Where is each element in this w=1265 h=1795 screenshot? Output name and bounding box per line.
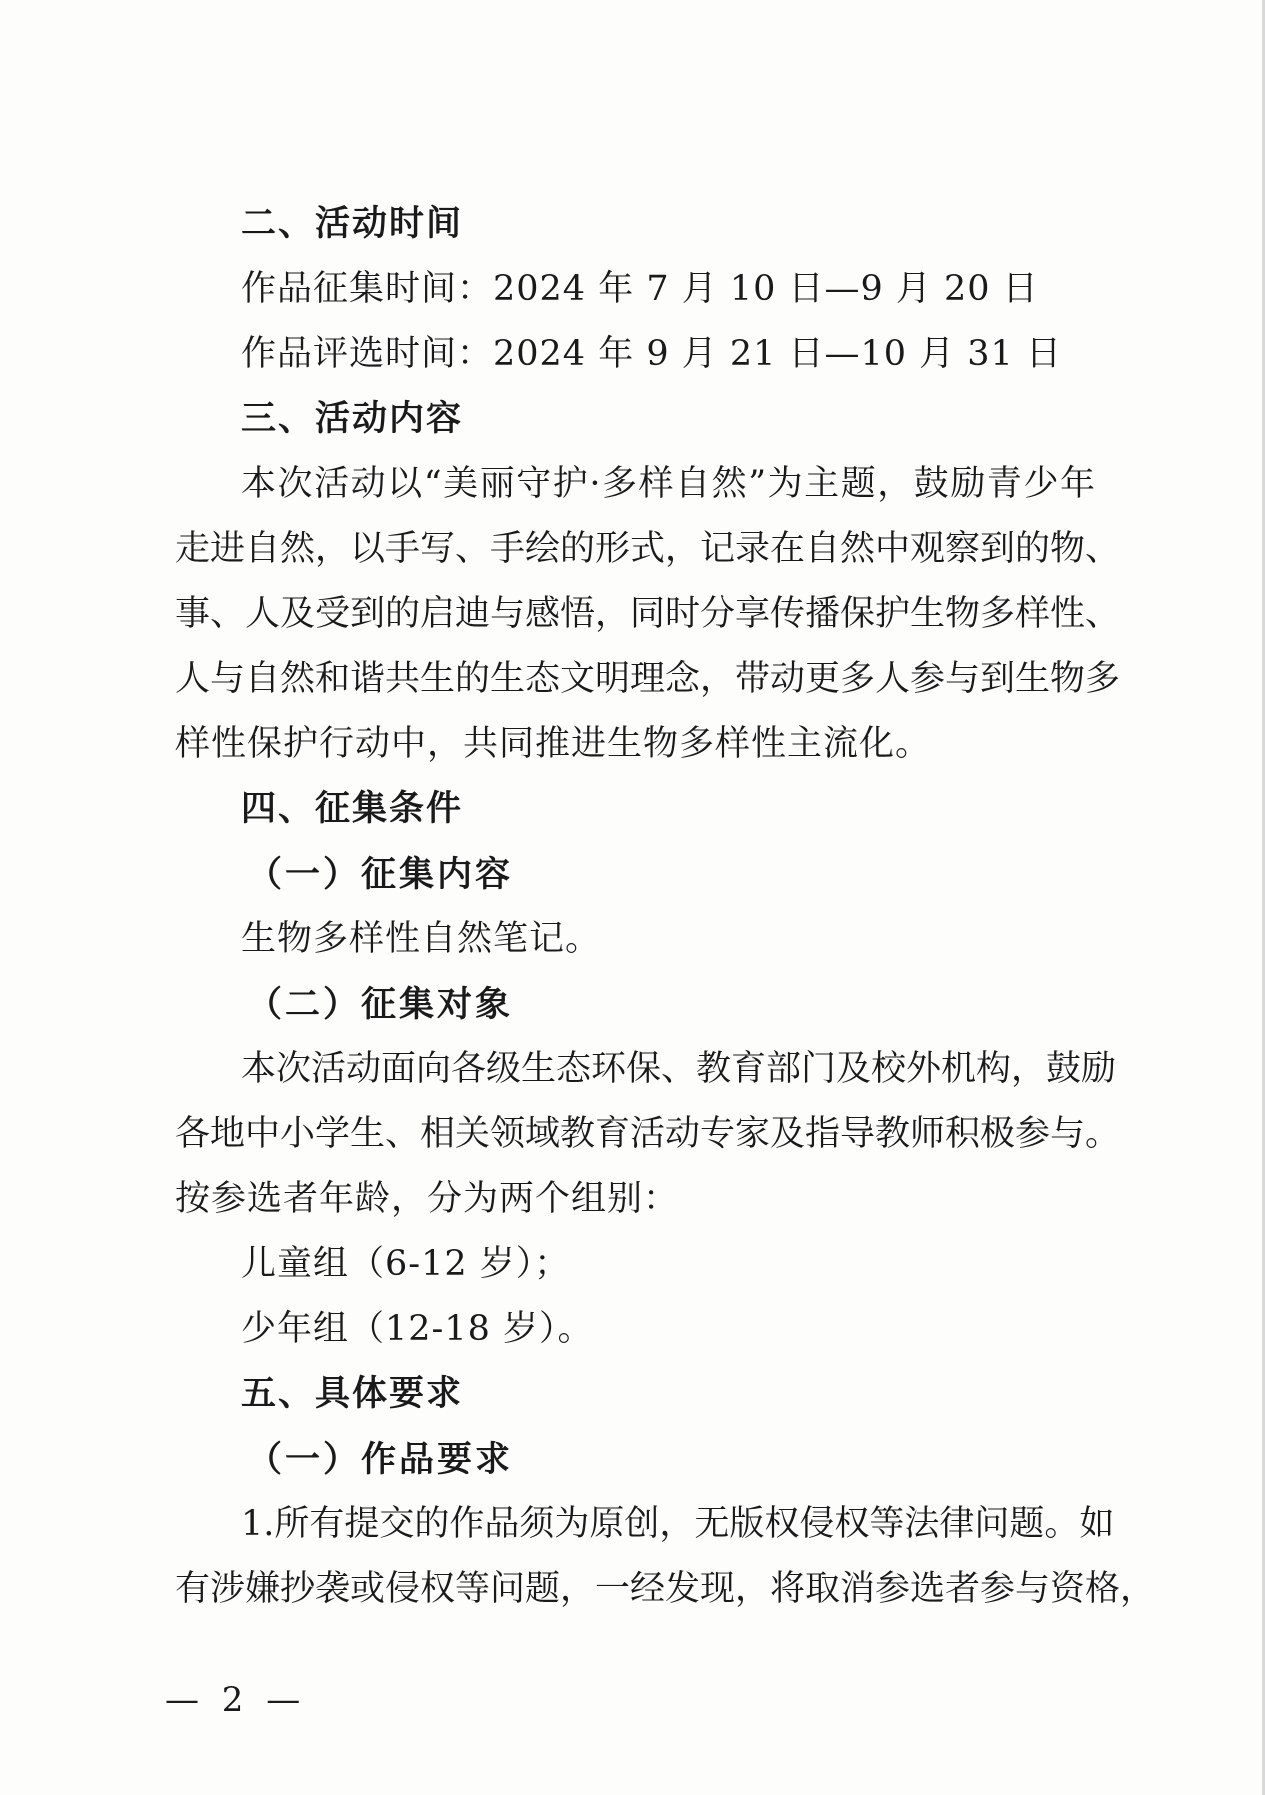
paragraph-line: 少年组（12-18 岁）。 [241, 1309, 594, 1349]
paragraph-line: 样性保护行动中，共同推进生物多样性主流化。 [175, 724, 932, 764]
subsection-heading: （一）征集内容 [247, 854, 514, 895]
paragraph-line: 作品评选时间：2024 年 9 月 21 日—10 月 31 日 [241, 334, 1062, 374]
paragraph-line: 生物多样性自然笔记。 [241, 919, 602, 959]
paragraph-line: 人与自然和谐共生的生态文明理念，带动更多人参与到生物多 [175, 659, 1121, 699]
paragraph-line: 按参选者年龄，分为两个组别： [175, 1179, 680, 1219]
subsection-heading: （一）作品要求 [247, 1439, 514, 1480]
paragraph-line: 1.所有提交的作品须为原创，无版权侵权等法律问题。如 [241, 1504, 1115, 1544]
paragraph-line: 本次活动面向各级生态环保、教育部门及校外机构，鼓励 [241, 1049, 1117, 1089]
paragraph-line: 儿童组（6-12 岁）； [241, 1244, 571, 1284]
paragraph-line: 事、人及受到的启迪与感悟，同时分享传播保护生物多样性、 [175, 594, 1121, 634]
document-body [175, 192, 1156, 1622]
section-heading: 二、活动时间 [241, 204, 464, 244]
paragraph-line: 作品征集时间：2024 年 7 月 10 日—9 月 20 日 [241, 269, 1039, 309]
section-heading: 五、具体要求 [241, 1374, 464, 1414]
paragraph-line: 走进自然，以手写、手绘的形式，记录在自然中观察到的物、 [175, 529, 1121, 569]
section-heading: 四、征集条件 [241, 789, 464, 829]
page-number: — 2 — [165, 1680, 307, 1720]
paragraph-line: 本次活动以“美丽守护·多样自然”为主题，鼓励青少年 [241, 464, 1095, 504]
paragraph-line: 各地中小学生、相关领域教育活动专家及指导教师积极参与。 [175, 1114, 1121, 1154]
subsection-heading: （二）征集对象 [247, 984, 514, 1025]
section-heading: 三、活动内容 [241, 399, 464, 439]
paragraph-line: 有涉嫌抄袭或侵权等问题，一经发现，将取消参选者参与资格， [175, 1569, 1156, 1609]
